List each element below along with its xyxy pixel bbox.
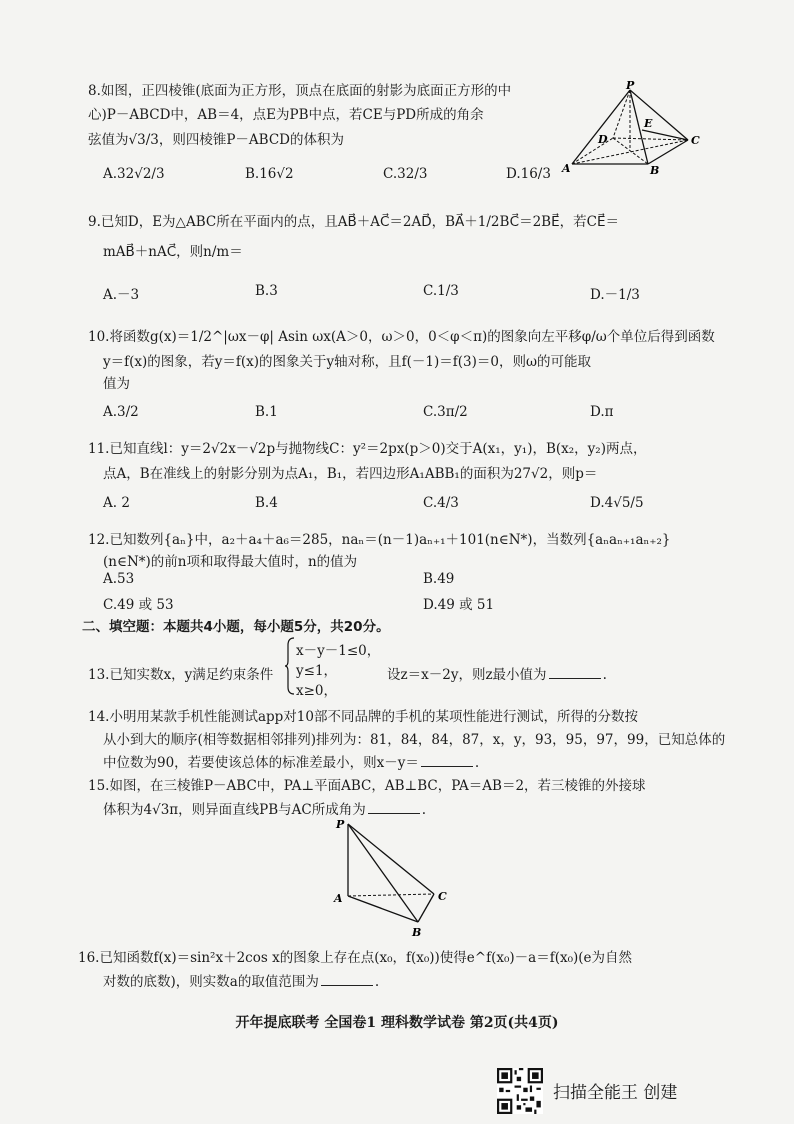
q14-line2: 从小到大的顺序(相等数据相邻排列)排列为：81，84，84，87，x，y，93，95，97，99，已知总体的 — [103, 732, 726, 748]
q12-line1: 12.已知数列{aₙ}中，a₂＋a₄＋a₆＝285，naₙ＝(n－1)aₙ₊₁＋101(n∈N*)，当数列{aₙaₙ₊₁aₙ₊₂} — [88, 532, 671, 548]
q11-option-b: B.4 — [255, 495, 278, 511]
q8-label-e: E — [644, 117, 653, 130]
q13-suffix-text: 设z＝x－2y，则z最小值为 — [387, 667, 547, 683]
q8-option-c: C.32/3 — [383, 166, 428, 182]
q8-label-p: P — [626, 80, 635, 92]
q15-label-b: B — [412, 926, 422, 939]
q12-option-a: A.53 — [103, 571, 135, 587]
q8-label-d: D — [598, 133, 608, 146]
q14-line3-wrap — [103, 751, 479, 771]
q9-line1: 9.已知D，E为△ABC所在平面内的点，且AB⃗＋AC⃗＝2AD⃗，BA⃗＋1/2BC⃗＝2BE⃗，若CE⃗＝ — [88, 214, 619, 230]
q9-option-d: D.－1/3 — [590, 287, 640, 303]
q13-prefix: 13.已知实数x，y满足约束条件 — [88, 667, 274, 683]
q11-line2: 点A，B在准线上的射影分别为点A₁，B₁，若四边形A₁ABB₁的面积为27√2，则p＝ — [103, 466, 598, 482]
q8-option-b: B.16√2 — [245, 166, 294, 182]
q15-tetrahedron-figure — [330, 814, 460, 940]
q15-line1: 15.如图，在三棱锥P－ABC中，PA⊥平面ABC，AB⊥BC，PA＝AB＝2，若三棱锥的外接球 — [88, 778, 646, 794]
q12-line2: (n∈N*)的前n项和取得最大值时，n的值为 — [103, 554, 358, 570]
q9-line2: mAB⃗＋nAC⃗，则n/m＝ — [103, 244, 243, 260]
q15-label-a: A — [334, 892, 343, 905]
q11-option-a: A. 2 — [103, 495, 130, 511]
q16-line2-wrap — [103, 970, 379, 990]
q8-option-a: A.32√2/3 — [103, 166, 165, 182]
q16-line1: 16.已知函数f(x)＝sin²x＋2cos x的图象上存在点(x₀，f(x₀))使得e^f(x₀)－a＝f(x₀)(e为自然 — [78, 950, 633, 966]
qr-code-icon — [497, 1068, 543, 1114]
q13-answer-blank — [549, 666, 601, 679]
q9-option-b: B.3 — [255, 283, 278, 299]
q8-line1: 8.如图，正四棱锥(底面为正方形，顶点在底面的射影为底面正方形的中 — [88, 83, 512, 99]
q13-brace — [285, 637, 295, 695]
q14-end: . — [474, 755, 480, 771]
q15-end: . — [421, 802, 427, 818]
q15-line2: 体积为4√3π，则异面直线PB与AC所成角为 — [103, 802, 366, 818]
q11-option-c: C.4/3 — [423, 495, 459, 511]
q9-option-c: C.1/3 — [423, 283, 459, 299]
q12-option-d: D.49 或 51 — [423, 597, 495, 613]
q16-answer-blank — [321, 973, 373, 986]
q8-pyramid-figure — [558, 80, 708, 176]
q10-line3: 值为 — [103, 376, 130, 392]
page-footer: 开年提底联考 全国卷1 理科数学试卷 第2页(共4页) — [235, 1015, 559, 1031]
q13-constraint-3: x≥0， — [296, 683, 338, 699]
q14-line3: 中位数为90，若要使该总体的标准差最小，则x－y＝ — [103, 755, 419, 771]
section-2-heading: 二、填空题：本题共4小题，每小题5分，共20分。 — [82, 619, 390, 635]
q10-option-b: B.1 — [255, 404, 278, 420]
q8-label-a: A — [562, 162, 571, 175]
q11-line1: 11.已知直线l：y＝2√2x－√2p与抛物线C：y²＝2px(p＞0)交于A(x₁，y₁)，B(x₂，y₂)两点， — [88, 441, 647, 457]
q13-constraint-1: x－y－1≤0， — [296, 643, 381, 659]
q13-suffix — [387, 663, 607, 683]
q16-line2: 对数的底数)，则实数a的取值范围为 — [103, 974, 319, 990]
q12-option-b: B.49 — [423, 571, 455, 587]
q10-option-a: A.3/2 — [103, 404, 139, 420]
q8-line2: 心)P－ABCD中，AB＝4，点E为PB中点，若CE与PD所成的角余 — [88, 107, 484, 123]
q10-option-d: D.π — [590, 404, 614, 420]
q8-label-b: B — [650, 164, 660, 176]
q10-line1: 10.将函数g(x)＝1/2^|ωx－φ| Asin ωx(A＞0，ω＞0，0＜φ＜π)的图象向左平移φ/ω个单位后得到函数 — [88, 329, 715, 345]
q8-line3: 弦值为√3/3，则四棱锥P－ABCD的体积为 — [88, 132, 344, 148]
q10-line2: y＝f(x)的图象，若y＝f(x)的图象关于y轴对称，且f(－1)＝f(3)＝0，则ω的可能取 — [103, 354, 592, 370]
q11-option-d: D.4√5/5 — [590, 495, 644, 511]
q15-answer-blank — [368, 801, 420, 814]
q8-option-d: D.16/3 — [506, 166, 551, 182]
q15-label-c: C — [438, 890, 447, 903]
q8-label-c: C — [691, 134, 700, 147]
scanner-watermark: 扫描全能王 创建 — [553, 1083, 678, 1103]
q13-end: . — [602, 667, 607, 683]
q10-option-c: C.3π/2 — [423, 404, 468, 420]
q13-constraint-2: y≤1， — [296, 663, 338, 679]
q15-label-p: P — [336, 818, 345, 831]
q14-line1: 14.小明用某款手机性能测试app对10部不同品牌的手机的某项性能进行测试，所得的分数按 — [88, 709, 638, 725]
q9-option-a: A.－3 — [103, 287, 140, 303]
q16-end: . — [374, 974, 380, 990]
q12-option-c: C.49 或 53 — [103, 597, 174, 613]
q14-answer-blank — [421, 754, 473, 767]
